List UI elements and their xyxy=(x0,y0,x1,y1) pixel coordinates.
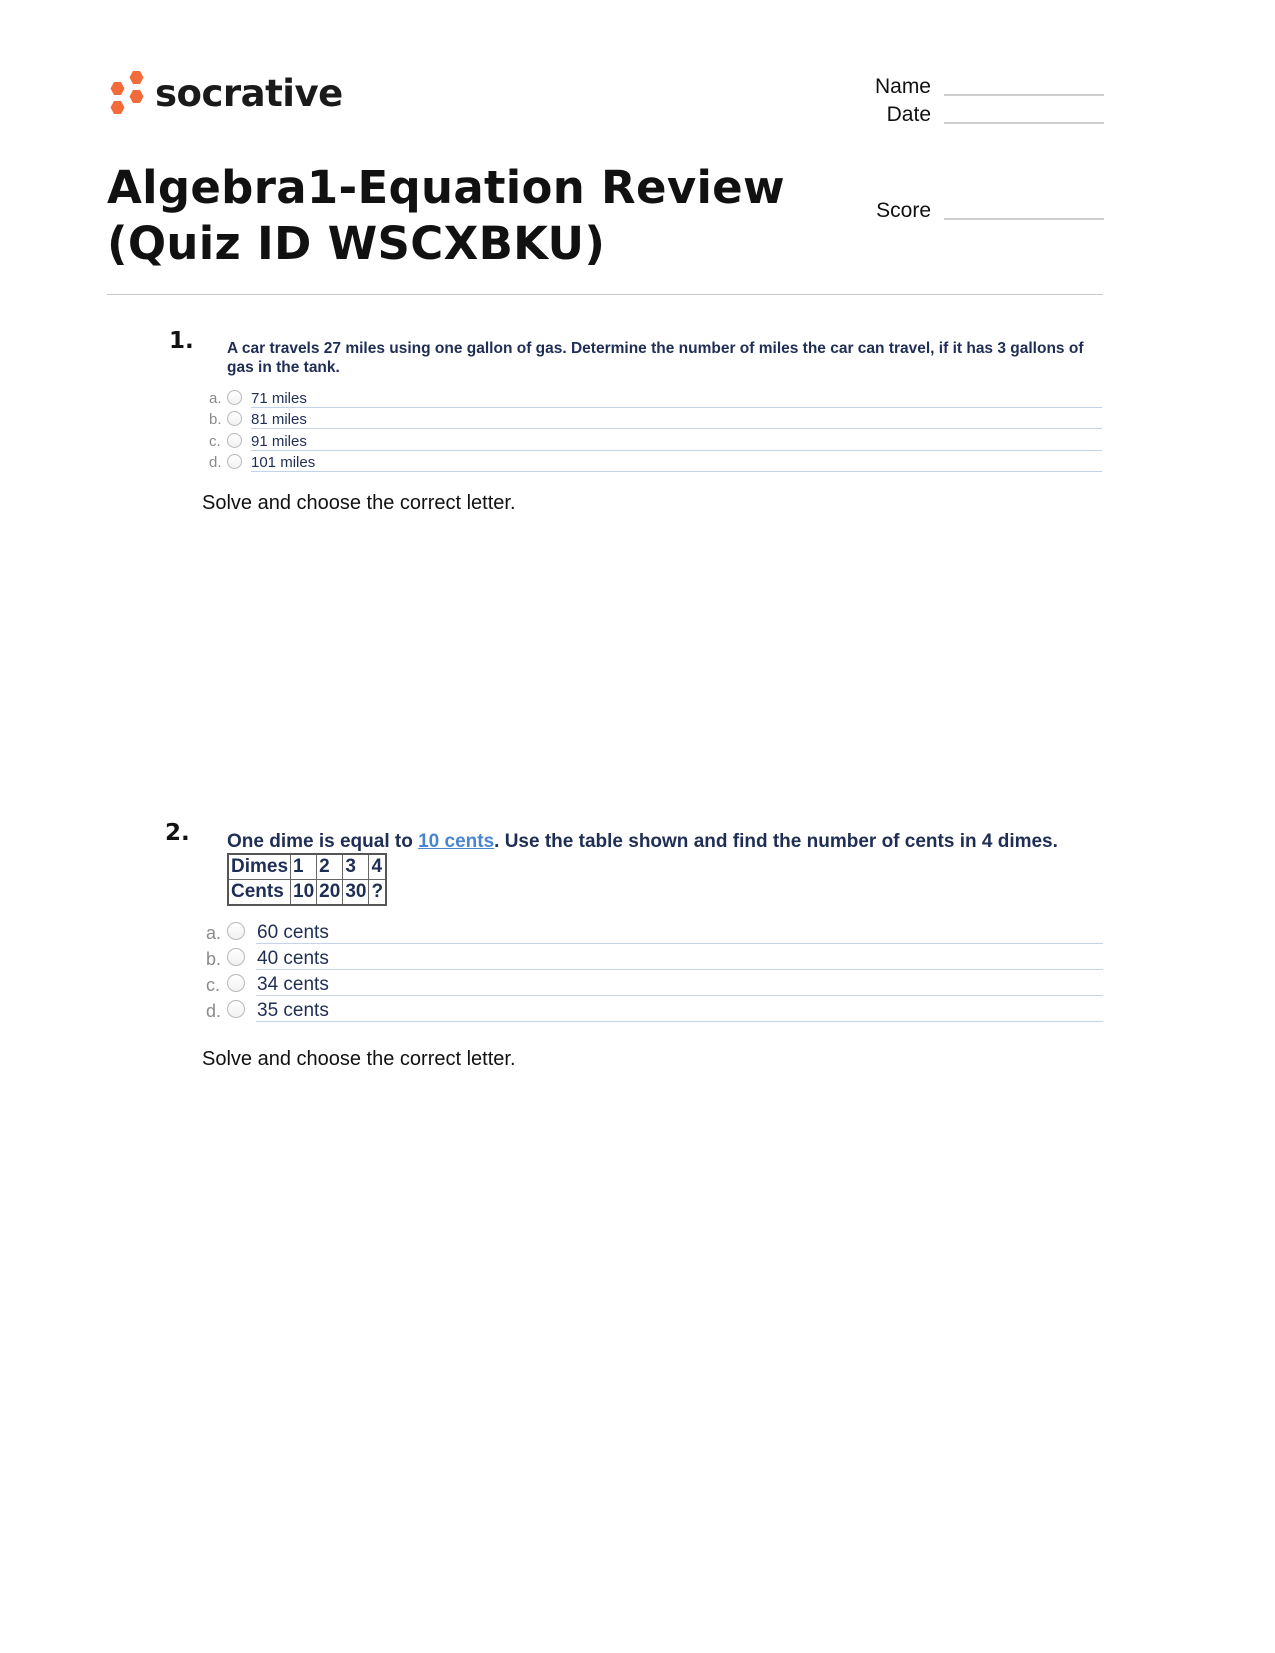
choice-c[interactable] xyxy=(206,972,1104,994)
radio-button[interactable] xyxy=(227,922,245,940)
choice-a[interactable] xyxy=(206,920,1104,942)
question-text-start: One dime is equal to xyxy=(227,831,419,852)
choice-letter: a. xyxy=(206,923,222,943)
date-field[interactable] xyxy=(944,122,1104,124)
radio-button[interactable] xyxy=(227,948,245,966)
choice-label: 34 cents xyxy=(257,974,329,995)
choice-letter: a. xyxy=(209,390,222,407)
score-field[interactable] xyxy=(944,218,1104,220)
radio-button[interactable] xyxy=(227,454,242,469)
table-cell: 2 xyxy=(317,854,343,880)
date-label: Date xyxy=(886,103,931,126)
radio-button[interactable] xyxy=(227,411,242,426)
choice-underline xyxy=(251,407,1102,408)
radio-button[interactable] xyxy=(227,433,242,448)
choice-letter: d. xyxy=(209,454,222,471)
choice-underline xyxy=(256,995,1103,996)
socrative-logo xyxy=(107,70,347,120)
table-row xyxy=(228,854,386,880)
instruction-text: Solve and choose the correct letter. xyxy=(202,492,516,514)
name-label: Name xyxy=(874,75,931,98)
choice-label: 40 cents xyxy=(257,948,329,969)
instruction-text: Solve and choose the correct letter. xyxy=(202,1048,516,1070)
choice-label: 101 miles xyxy=(251,454,316,471)
choice-c[interactable] xyxy=(209,431,1104,453)
hexagon-cluster-icon xyxy=(107,70,147,118)
page-title: Algebra1-Equation Review (Quiz ID WSCXBKU) xyxy=(107,161,785,270)
dimes-cents-table xyxy=(227,853,387,906)
table-row xyxy=(228,880,386,906)
choice-letter: b. xyxy=(206,949,222,969)
table-cell: ? xyxy=(369,880,386,906)
table-cell: 4 xyxy=(369,854,386,880)
choice-underline xyxy=(256,969,1103,970)
choice-d[interactable] xyxy=(206,998,1104,1020)
table-cell: 3 xyxy=(343,854,369,880)
cents-link[interactable]: 10 cents xyxy=(418,831,495,852)
table-cell: Cents xyxy=(228,880,291,906)
question-text-end: . Use the table shown and find the number of cents in 4 dimes. xyxy=(494,831,1058,852)
choice-label: 81 miles xyxy=(251,411,307,428)
choice-underline xyxy=(256,943,1103,944)
radio-button[interactable] xyxy=(227,974,245,992)
choice-label: 35 cents xyxy=(257,1000,329,1021)
choice-b[interactable] xyxy=(209,409,1104,431)
choice-letter: c. xyxy=(206,975,221,995)
choice-letter: b. xyxy=(209,411,222,428)
question-number: 2. xyxy=(165,820,190,846)
question-text xyxy=(227,830,1127,854)
radio-button[interactable] xyxy=(227,390,242,405)
question-number: 1. xyxy=(169,328,194,354)
choice-underline xyxy=(251,471,1102,472)
choice-letter: d. xyxy=(206,1001,222,1021)
table-cell: Dimes xyxy=(228,854,291,880)
logo-wordmark: socrative xyxy=(155,72,343,115)
choice-label: 60 cents xyxy=(257,922,329,943)
choice-label: 71 miles xyxy=(251,390,307,407)
score-label: Score xyxy=(876,199,931,222)
table-cell: 20 xyxy=(317,880,343,906)
name-field[interactable] xyxy=(944,94,1104,96)
choice-label: 91 miles xyxy=(251,433,307,450)
choice-underline xyxy=(251,428,1102,429)
table-cell: 30 xyxy=(343,880,369,906)
choice-a[interactable] xyxy=(209,388,1104,410)
question-text: A car travels 27 miles using one gallon of gas. Determine the number of miles the car can travel, if it has 3 gallons of gas in the tank. xyxy=(227,340,1084,376)
header-divider xyxy=(107,294,1103,295)
choice-letter: c. xyxy=(209,433,221,450)
choice-b[interactable] xyxy=(206,946,1104,968)
choice-underline xyxy=(256,1021,1103,1022)
table-cell: 1 xyxy=(291,854,317,880)
table-cell: 10 xyxy=(291,880,317,906)
radio-button[interactable] xyxy=(227,1000,245,1018)
choice-underline xyxy=(251,450,1102,451)
choice-d[interactable] xyxy=(209,452,1104,474)
